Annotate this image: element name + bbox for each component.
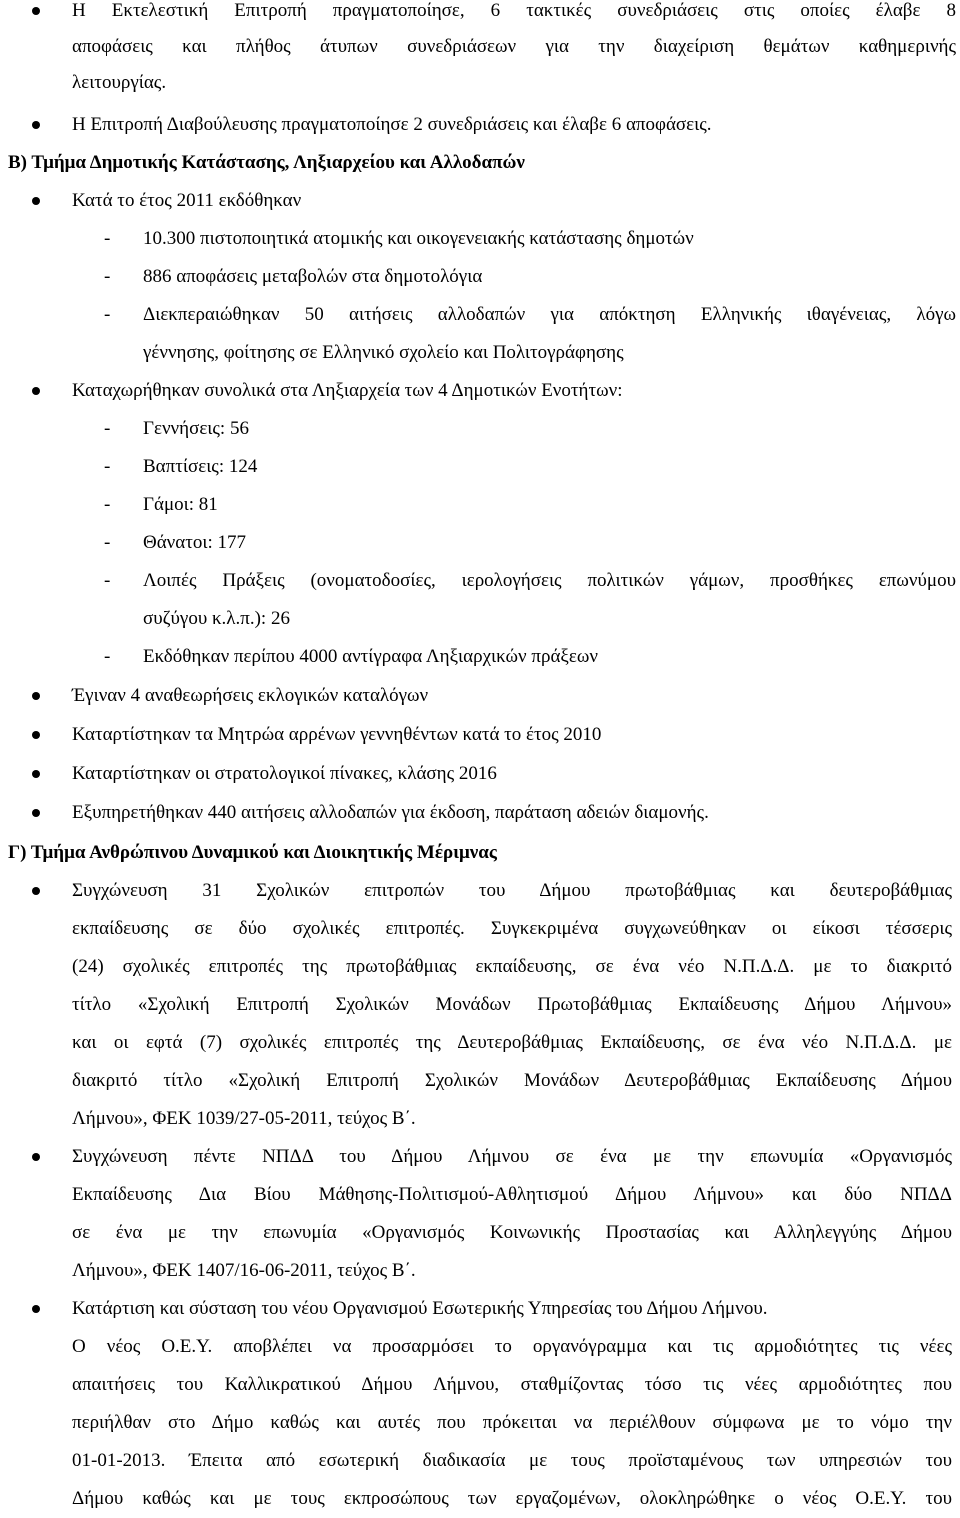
bullet-icon: [32, 731, 40, 739]
paragraph-line: Καταρτίστηκαν τα Μητρώα αρρένων γεννηθέντων κατά το έτος 2010: [72, 724, 602, 745]
heading-text: Γ) Τμήμα Ανθρώπινου Δυναμικού και Διοικητικής Μέριμνας: [8, 842, 497, 863]
list-item-continuation: [0, 986, 960, 1024]
dash-item: [0, 524, 960, 562]
list-item: [0, 1290, 960, 1328]
paragraph-line: 10.300 πιστοποιητικά ατομικής και οικογενειακής κατάστασης δημοτών: [143, 228, 694, 249]
list-item-continuation: [0, 1404, 960, 1442]
paragraph-line: λειτουργίας.: [72, 72, 167, 93]
paragraph-line: και οι εφτά (7) σχολικές επιτροπές της Δευτεροβάθμιας Εκπαίδευσης, σε ένα νέο Ν.Π.Δ.Δ. με: [72, 1032, 952, 1053]
dash-item: [0, 486, 960, 524]
paragraph-line: Συγχώνευση πέντε ΝΠΔΔ του Δήμου Λήμνου σε ένα με την επωνυμία «Οργανισμός: [72, 1146, 952, 1167]
dash-marker: -: [104, 494, 111, 515]
dash-item: [0, 562, 960, 600]
bullet-icon: [32, 7, 40, 15]
paragraph-line: Η Επιτροπή Διαβούλευσης πραγματοποίησε 2 συνεδριάσεις και έλαβε 6 αποφάσεις.: [72, 114, 712, 135]
dash-marker: -: [104, 304, 111, 325]
paragraph-line: Λήμνου», ΦΕΚ 1039/27-05-2011, τεύχος Β΄.: [72, 1108, 416, 1129]
dash-item-continuation: [0, 600, 960, 638]
list-item-continuation: [0, 1176, 960, 1214]
list-item-continuation: [0, 1214, 960, 1252]
list-item-continuation: [0, 1252, 960, 1290]
list-item-continuation: [0, 1480, 960, 1518]
paragraph-line: 886 αποφάσεις μεταβολών στα δημοτολόγια: [143, 266, 483, 287]
paragraph-line: Εκπαίδευσης Δια Βίου Μάθησης-Πολιτισμού-Αθλητισμού Δήμου Λήμνου» και δύο ΝΠΔΔ: [72, 1184, 952, 1205]
paragraph-line: Ο νέος Ο.Ε.Υ. αποβλέπει να προσαρμόσει το οργανόγραμμα και τις αρμοδιότητες τις νέες: [72, 1336, 952, 1357]
paragraph-line: περιήλθαν στο Δήμο καθώς και αυτές που πρόκειται να περιέλθουν σύμφωνα με το νόμο την: [72, 1412, 952, 1433]
dash-item: [0, 296, 960, 334]
bullet-icon: [32, 121, 40, 129]
list-item: [0, 106, 960, 144]
paragraph-line: Λοιπές Πράξεις (ονοματοδοσίες, ιερολογήσεις πολιτικών γάμων, προσθήκες επωνύμου: [143, 570, 956, 591]
paragraph-line: αποφάσεις και πλήθος άτυπων συνεδριάσεων για την διαχείριση θεμάτων καθημερινής: [72, 36, 956, 57]
paragraph-line: τίτλο «Σχολική Επιτροπή Σχολικών Μονάδων Πρωτοβάθμιας Εκπαίδευσης Δήμου Λήμνου»: [72, 994, 952, 1015]
bullet-icon: [32, 197, 40, 205]
paragraph-line: Δήμου καθώς και με τους εκπροσώπους των εργαζομένων, ολοκληρώθηκε ο νέος Ο.Ε.Υ. του: [72, 1488, 952, 1509]
bullet-icon: [32, 1153, 40, 1161]
bullet-icon: [32, 809, 40, 817]
dash-item: [0, 258, 960, 296]
dash-item: [0, 448, 960, 486]
list-item: [0, 794, 960, 832]
list-item-continuation: [0, 1062, 960, 1100]
paragraph-line: Κατά το έτος 2011 εκδόθηκαν: [72, 190, 302, 211]
list-item-continuation: [0, 1442, 960, 1480]
heading-text: Β) Τμήμα Δημοτικής Κατάστασης, Ληξιαρχείου και Αλλοδαπών: [8, 152, 525, 173]
list-item-continuation: [0, 910, 960, 948]
paragraph-line: απαιτήσεις του Καλλικρατικού Δήμου Λήμνου, σταθμίζοντας τόσο τις νέες αρμοδιότητες που: [72, 1374, 952, 1395]
dash-marker: -: [104, 266, 111, 287]
list-item: [0, 182, 960, 220]
paragraph-line: Εξυπηρετήθηκαν 440 αιτήσεις αλλοδαπών για έκδοση, παράταση αδειών διαμονής.: [72, 802, 709, 823]
dash-marker: -: [104, 646, 111, 667]
paragraph-line: Συγχώνευση 31 Σχολικών επιτροπών του Δήμου πρωτοβάθμιας και δευτεροβάθμιας: [72, 880, 952, 901]
list-item-continuation: [0, 948, 960, 986]
list-item: [0, 872, 960, 910]
paragraph-line: Καταχωρήθηκαν συνολικά στα Ληξιαρχεία των 4 Δημοτικών Ενοτήτων:: [72, 380, 623, 401]
paragraph-line: Η Εκτελεστική Επιτροπή πραγματοποίησε, 6 τακτικές συνεδριάσεις στις οποίες έλαβε 8: [72, 0, 956, 21]
bullet-icon: [32, 387, 40, 395]
dash-item: [0, 220, 960, 258]
list-item: [0, 372, 960, 410]
section-heading-b: [0, 144, 960, 182]
bullet-icon: [32, 887, 40, 895]
paragraph-line: Βαπτίσεις: 124: [143, 456, 258, 477]
list-item-continuation: [0, 1024, 960, 1062]
paragraph-line: διακριτό τίτλο «Σχολική Επιτροπή Σχολικών Μονάδων Δευτεροβάθμιας Εκπαίδευσης Δήμου: [72, 1070, 952, 1091]
bullet-icon: [32, 1305, 40, 1313]
paragraph-line: γέννησης, φοίτησης σε Ελληνικό σχολείο και Πολιτογράφησης: [143, 342, 624, 363]
list-item: [0, 677, 960, 715]
list-item: [0, 716, 960, 754]
paragraph-line: Διεκπεραιώθηκαν 50 αιτήσεις αλλοδαπών για απόκτηση Ελληνικής ιθαγένειας, λόγω: [143, 304, 956, 325]
paragraph-line: Κατάρτιση και σύσταση του νέου Οργανισμού Εσωτερικής Υπηρεσίας του Δήμου Λήμνου.: [72, 1298, 768, 1319]
dash-item-continuation: [0, 334, 960, 372]
paragraph-line: (24) σχολικές επιτροπές της πρωτοβάθμιας εκπαίδευσης, σε ένα νέο Ν.Π.Δ.Δ. με το διακριτό: [72, 956, 952, 977]
paragraph-line: συζύγου κ.λ.π.): 26: [143, 608, 290, 629]
dash-marker: -: [104, 418, 111, 439]
list-item: [0, 0, 960, 30]
dash-item: [0, 638, 960, 676]
list-item: [0, 1138, 960, 1176]
paragraph-line: Θάνατοι: 177: [143, 532, 246, 553]
list-item-continuation: [0, 64, 960, 102]
list-item-continuation: [0, 1328, 960, 1366]
dash-item: [0, 410, 960, 448]
bullet-icon: [32, 770, 40, 778]
paragraph-line: Γάμοι: 81: [143, 494, 218, 515]
paragraph-line: 01-01-2013. Έπειτα από εσωτερική διαδικασία με τους προϊσταμένους των υπηρεσιών του: [72, 1450, 952, 1471]
paragraph-line: Καταρτίστηκαν οι στρατολογικοί πίνακες, κλάσης 2016: [72, 763, 497, 784]
section-heading-c: [0, 834, 960, 872]
list-item: [0, 755, 960, 793]
dash-marker: -: [104, 532, 111, 553]
paragraph-line: Έγιναν 4 αναθεωρήσεις εκλογικών καταλόγων: [72, 685, 429, 706]
dash-marker: -: [104, 456, 111, 477]
dash-marker: -: [104, 228, 111, 249]
list-item-continuation: [0, 1100, 960, 1138]
list-item-continuation: [0, 28, 960, 66]
paragraph-line: Λήμνου», ΦΕΚ 1407/16-06-2011, τεύχος Β΄.: [72, 1260, 416, 1281]
dash-marker: -: [104, 570, 111, 591]
paragraph-line: Εκδόθηκαν περίπου 4000 αντίγραφα Ληξιαρχικών πράξεων: [143, 646, 598, 667]
bullet-icon: [32, 692, 40, 700]
list-item-continuation: [0, 1366, 960, 1404]
paragraph-line: εκπαίδευσης σε δύο σχολικές επιτροπές. Συγκεκριμένα συγχωνεύθηκαν οι είκοσι τέσσερις: [72, 918, 952, 939]
paragraph-line: σε ένα με την επωνυμία «Οργανισμός Κοινωνικής Προστασίας και Αλληλεγγύης Δήμου: [72, 1222, 952, 1243]
paragraph-line: Γεννήσεις: 56: [143, 418, 249, 439]
